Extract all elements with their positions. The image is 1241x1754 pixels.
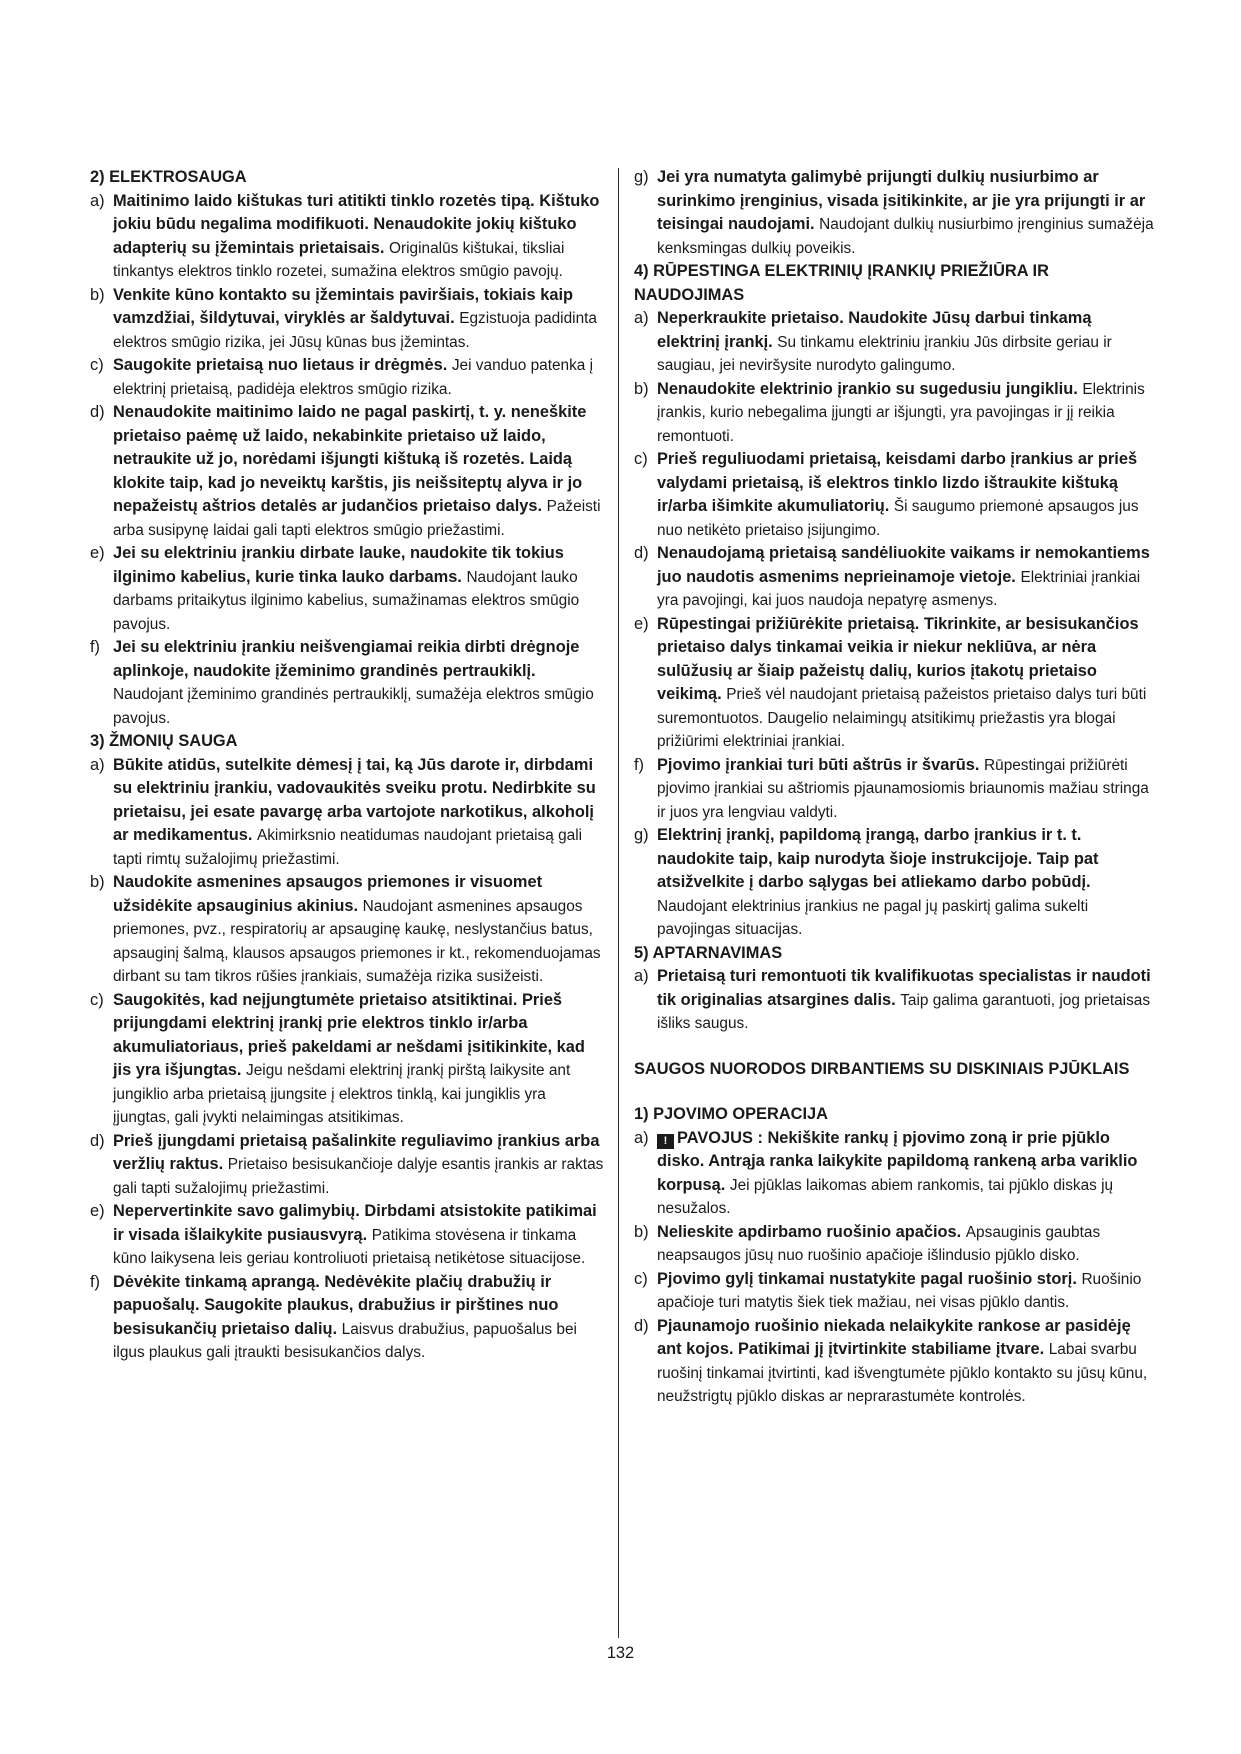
item-normal-text: Rūpestingai prižiūrėti pjovimo įrankiai su aštriomis pjaunamosiomis briaunomis mažiau stringa ir juos yra lengviau valdyti. bbox=[657, 756, 1149, 821]
item-bold-text: Naudokite asmenines apsaugos priemones ir visuomet užsidėkite apsauginius akinius. bbox=[113, 873, 543, 915]
item-bold-text: Elektrinį įrankį, papildomą įrangą, darbo įrankius ir t. t. naudokite taip, kaip nurodyta šioje instrukcijoje. Taip pat atsižvelkite į darbo sąlygas bei atliekamo darbo pobūdį. bbox=[657, 826, 1099, 891]
item-marker: f) bbox=[90, 1272, 101, 1291]
page-number: 132 bbox=[606, 1644, 635, 1662]
item-marker: d) bbox=[634, 1316, 649, 1335]
item-normal-text: Patikima stovėsena ir tinkama kūno laikysena leis geriau kontroliuoti prietaisą netikėtose situacijose. bbox=[113, 1226, 586, 1267]
item-normal-text: Su tinkamu elektriniu įrankiu Jūs dirbsite geriau ir saugiau, jei neviršysite nurodyto galingumo. bbox=[657, 333, 1112, 374]
item-bold-text: Jei su elektriniu įrankiu dirbate lauke, naudokite tik tokius ilginimo kabelius, kurie tinka lauko darbams. bbox=[113, 544, 564, 586]
item-normal-text: Elektrinis įrankis, kurio nebegalima įjungti ar išjungti, yra pavojingas ir jį reikia remontuoti. bbox=[657, 380, 1145, 445]
item-bold-text: Prieš įjungdami prietaisą pašalinkite reguliavimo įrankius arba veržlių raktus. bbox=[113, 1131, 600, 1173]
item-bold-text: Jei su elektriniu įrankiu neišvengiamai reikia dirbti drėgnoje aplinkoje, naudokite įžeminimo grandinės pertraukiklį. bbox=[113, 638, 580, 680]
item-marker: a) bbox=[90, 755, 105, 774]
list-item bbox=[90, 190, 605, 284]
list-item bbox=[634, 1315, 1154, 1409]
item-marker: a) bbox=[634, 967, 649, 985]
item-bold-text: Dėvėkite tinkamą aprangą. Nedėvėkite plačių drabužių ir papuošalų. Saugokite plaukus, drabužius ir pirštines nuo besisukančių prietaiso dalių. bbox=[113, 1272, 559, 1338]
list-item bbox=[634, 307, 1154, 378]
item-marker: b) bbox=[634, 1222, 649, 1241]
list-item bbox=[634, 1268, 1154, 1315]
item-normal-text: Ruošinio apačioje turi matytis šiek tiek mažiau, nei visas pjūklo dantis. bbox=[657, 1270, 1142, 1311]
list-item bbox=[90, 754, 605, 872]
item-marker: d) bbox=[90, 403, 105, 421]
list-item bbox=[90, 354, 605, 401]
section-heading: 3) ŽMONIŲ SAUGA bbox=[90, 732, 238, 750]
item-bold-text: Neperkraukite prietaiso. Naudokite Jūsų darbui tinkamą elektrinį įrankį. bbox=[657, 309, 1092, 351]
list-item bbox=[90, 542, 605, 636]
section-heading: 5) APTARNAVIMAS bbox=[634, 943, 783, 962]
item-normal-text: Naudojant elektrinius įrankius ne pagal jų paskirtį galima sukelti pavojingas situacijas. bbox=[657, 897, 1089, 938]
item-marker: c) bbox=[90, 356, 104, 374]
item-marker: d) bbox=[634, 544, 649, 562]
item-bold-text: Pjovimo įrankiai turi būti aštrūs ir švarūs. bbox=[657, 755, 980, 774]
column-divider bbox=[618, 168, 619, 1638]
item-normal-text: Elektriniai įrankiai yra pavojingi, kai juos naudoja nepatyrę asmenys. bbox=[657, 568, 1141, 609]
item-marker: b) bbox=[90, 873, 105, 891]
item-bold-text: Nelieskite apdirbamo ruošinio apačios. bbox=[657, 1222, 962, 1241]
item-marker: b) bbox=[634, 379, 649, 398]
item-normal-text: Prietaiso besisukančioje dalyje esantis įrankis ar raktas gali tapti sužalojimų priežastimi. bbox=[113, 1156, 604, 1197]
item-normal-text: Jei pjūklas laikomas abiem rankomis, tai pjūklo diskas jų nesužalos. bbox=[657, 1176, 1114, 1217]
item-bold-text: Venkite kūno kontakto su įžemintais paviršiais, tokiais kaip vamzdžiai, šildytuvai, viryklės ar šaldytuvai. bbox=[113, 285, 574, 327]
list-item bbox=[90, 989, 605, 1130]
item-bold-text: Pjaunamojo ruošinio niekada nelaikykite rankose ar pasidėję ant kojos. Patikimai jį įtvirtinkite stabiliame įtvare. bbox=[657, 1316, 1131, 1358]
left-column bbox=[90, 166, 605, 1365]
right-column bbox=[634, 166, 1154, 1409]
item-normal-text: Naudojant lauko darbams pritaikytus ilginimo kabelius, sumažinamas elektros smūgio pavojus. bbox=[113, 568, 580, 633]
list-item bbox=[634, 965, 1154, 1036]
item-marker: a) bbox=[634, 309, 649, 327]
item-marker: g) bbox=[634, 826, 649, 844]
item-marker: e) bbox=[634, 614, 649, 633]
section-heading: SAUGOS NUORODOS DIRBANTIEMS SU DISKINIAIS PJŪKLAIS bbox=[634, 1059, 1130, 1078]
list-item bbox=[90, 284, 605, 355]
list-item bbox=[634, 448, 1154, 542]
item-bold-text: Rūpestingai prižiūrėkite prietaisą. Tikrinkite, ar besisukančios prietaiso dalys tinkamai veikia ir niekur nekliūva, ar nėra sulūžusių ar šiaip pažeistų dalių, kurios įtakotų prietaiso veikimą. bbox=[657, 614, 1139, 703]
item-marker: c) bbox=[634, 450, 648, 468]
item-bold-text: Nenaudojamą prietaisą sandėliuokite vaikams ir nemokantiems juo naudotis asmenims neprieinamoje vietoje. bbox=[657, 544, 1150, 586]
list-item bbox=[634, 613, 1154, 754]
list-item bbox=[90, 871, 605, 989]
item-normal-text: Naudojant įžeminimo grandinės pertraukiklį, sumažėja elektros smūgio pavojus. bbox=[113, 686, 594, 727]
list-item bbox=[90, 636, 605, 730]
item-bold-text: Būkite atidūs, sutelkite dėmesį į tai, ką Jūs darote ir, dirbdami su elektriniu įrankiu, vadovaukitės sveiku protu. Nedirbkite su prietaisu, jei esate pavargę arba vartojote narkotikus, alkoholį ar medikamentus. bbox=[113, 755, 596, 844]
item-bold-text: Nenaudokite elektrinio įrankio su sugedusiu jungikliu. bbox=[657, 379, 1078, 398]
item-bold-text: Nepervertinkite savo galimybių. Dirbdami atsistokite patikimai ir visada išlaikykite pusiausvyrą. bbox=[113, 1202, 597, 1244]
item-marker: c) bbox=[634, 1269, 648, 1288]
list-item bbox=[634, 1221, 1154, 1268]
item-marker: e) bbox=[90, 544, 105, 562]
warning-icon: ! bbox=[657, 1134, 674, 1149]
item-normal-text: Akimirksnio neatidumas naudojant prietaisą gali tapti rimtų sužalojimų priežastimi. bbox=[113, 827, 583, 868]
item-marker: b) bbox=[90, 285, 105, 304]
list-item bbox=[634, 1127, 1154, 1221]
list-item bbox=[90, 401, 605, 542]
item-marker: d) bbox=[90, 1131, 105, 1150]
item-marker: g) bbox=[634, 168, 649, 186]
item-marker: f) bbox=[90, 638, 101, 656]
item-bold-text: Saugokite prietaisą nuo lietaus ir drėgmės. bbox=[113, 356, 448, 374]
list-item bbox=[634, 378, 1154, 449]
item-bold-text: PAVOJUS : Nekiškite rankų į pjovimo zoną ir prie pjūklo disko. Antrąja ranka laikykite papildomą rankeną arba variklio korpusą. bbox=[657, 1128, 1138, 1194]
item-normal-text: Pažeisti arba susipynę laidai gali tapti elektros smūgio priežastimi. bbox=[113, 498, 601, 539]
item-marker: f) bbox=[634, 755, 645, 774]
list-item bbox=[90, 1271, 605, 1365]
item-bold-text: Saugokitės, kad neįjungtumėte prietaiso atsitiktinai. Prieš prijungdami elektrinį įrankį prie elektros tinklo ir/arba akumuliatoriaus, prieš pakeldami ar nešdami įsitikinkite, kad jis yra išjungtas. bbox=[113, 990, 585, 1079]
item-normal-text: Prieš vėl naudojant prietaisą pažeistos prietaiso dalys turi būti suremontuotos. Daugelio nelaimingų atsitikimų priežastis yra blogai prižiūrimi elektriniai įrankiai. bbox=[657, 686, 1147, 750]
item-marker: a) bbox=[634, 1128, 649, 1147]
item-bold-text: Prieš reguliuodami prietaisą, keisdami darbo įrankius ar prieš valydami prietaisą, iš elektros tinklo lizdo ištraukite kištuką ir/arba išimkite akumuliatorių. bbox=[657, 450, 1138, 515]
item-normal-text: Ši saugumo priemonė apsaugos jus nuo netikėto prietaiso įsijungimo. bbox=[657, 498, 1139, 539]
item-normal-text: Laisvus drabužius, papuošalus bei ilgus plaukus gali įtraukti besisukančios dalys. bbox=[113, 1320, 577, 1361]
item-normal-text: Apsauginis gaubtas neapsaugos jūsų nuo ruošinio apačioje išlindusio pjūklo disko. bbox=[657, 1223, 1101, 1264]
item-marker: c) bbox=[90, 990, 104, 1009]
section-heading: 2) ELEKTROSAUGA bbox=[90, 168, 247, 186]
section-heading: 4) RŪPESTINGA ELEKTRINIŲ ĮRANKIŲ PRIEŽIŪRA IR NAUDOJIMAS bbox=[634, 262, 1049, 304]
item-bold-text: Nenaudokite maitinimo laido ne pagal paskirtį, t. y. neneškite prietaiso paėmę už laido, nekabinkite prietaiso už laido, netraukite už jo, norėdami išjungti kištuką iš rozetės. Laidą klokite taip, kad jo neveiktų karštis, jis neišsiteptų alyva ir jo nepažeistų aštrios detalės ar judančios prietaiso dalys. bbox=[113, 403, 587, 515]
section-heading: 1) PJOVIMO OPERACIJA bbox=[634, 1105, 828, 1123]
item-marker: a) bbox=[90, 191, 105, 210]
item-bold-text: Jei yra numatyta galimybė prijungti dulkių nusiurbimo ar surinkimo įrenginius, visada įsitikinkite, ar jie yra prijungti ir ar teisingai naudojami. bbox=[657, 168, 1146, 233]
list-item bbox=[90, 1130, 605, 1201]
item-normal-text: Egzistuoja padidinta elektros smūgio rizika, jei Jūsų kūnas bus įžemintas. bbox=[113, 310, 597, 351]
item-normal-text: Originalūs kištukai, tiksliai tinkantys elektros tinklo rozetei, sumažina elektros smūgio pavojų. bbox=[113, 239, 565, 280]
list-item bbox=[634, 542, 1154, 613]
item-bold-text: Pjovimo gylį tinkamai nustatykite pagal ruošinio storį. bbox=[657, 1269, 1077, 1288]
list-item bbox=[634, 754, 1154, 825]
item-marker: e) bbox=[90, 1202, 105, 1220]
item-normal-text: Jeigu nešdami elektrinį įrankį pirštą laikysite ant jungiklio arba prietaisą įjungsite į elektros tinklą, kai jungiklis yra įjungtas, gali įvykti nelaimingas atsitikimas. bbox=[113, 1062, 571, 1126]
item-normal-text: Labai svarbu ruošinį tinkamai įtvirtinti, kad išvengtumėte pjūklo kontakto su jūsų kūnu, neužstrigtų pjūklo diskas ar neprarastumėte kontrolės. bbox=[657, 1341, 1148, 1405]
list-item bbox=[90, 1200, 605, 1271]
item-bold-text: Prietaisą turi remontuoti tik kvalifikuotas specialistas ir naudoti tik originalias atsargines dalis. bbox=[657, 967, 1151, 1009]
item-normal-text: Naudojant dulkių nusiurbimo įrenginius sumažėja kenksmingas dulkių poveikis. bbox=[657, 216, 1154, 257]
list-item bbox=[634, 824, 1154, 942]
item-normal-text: Naudojant asmenines apsaugos priemones, pvz., respiratorių ar apsauginę kaukę, neslystančius batus, apsauginį šalmą, klausos apsaugos priemones ir kt., rekomenduojamas dirbant su tam tikros rūšies įrankiais, sumažėja rizika susižeisti. bbox=[113, 897, 601, 985]
item-bold-text: Maitinimo laido kištukas turi atitikti tinklo rozetės tipą. Kištuko jokiu būdu negalima modifikuoti. Nenaudokite jokių kištuko adapterių su įžemintais prietaisais. bbox=[113, 191, 600, 257]
list-item bbox=[634, 166, 1154, 260]
item-normal-text: Jei vanduo patenka į elektrinį prietaisą, padidėja elektros smūgio rizika. bbox=[113, 357, 594, 398]
item-normal-text: Taip galima garantuoti, jog prietaisas išliks saugus. bbox=[657, 991, 1151, 1032]
